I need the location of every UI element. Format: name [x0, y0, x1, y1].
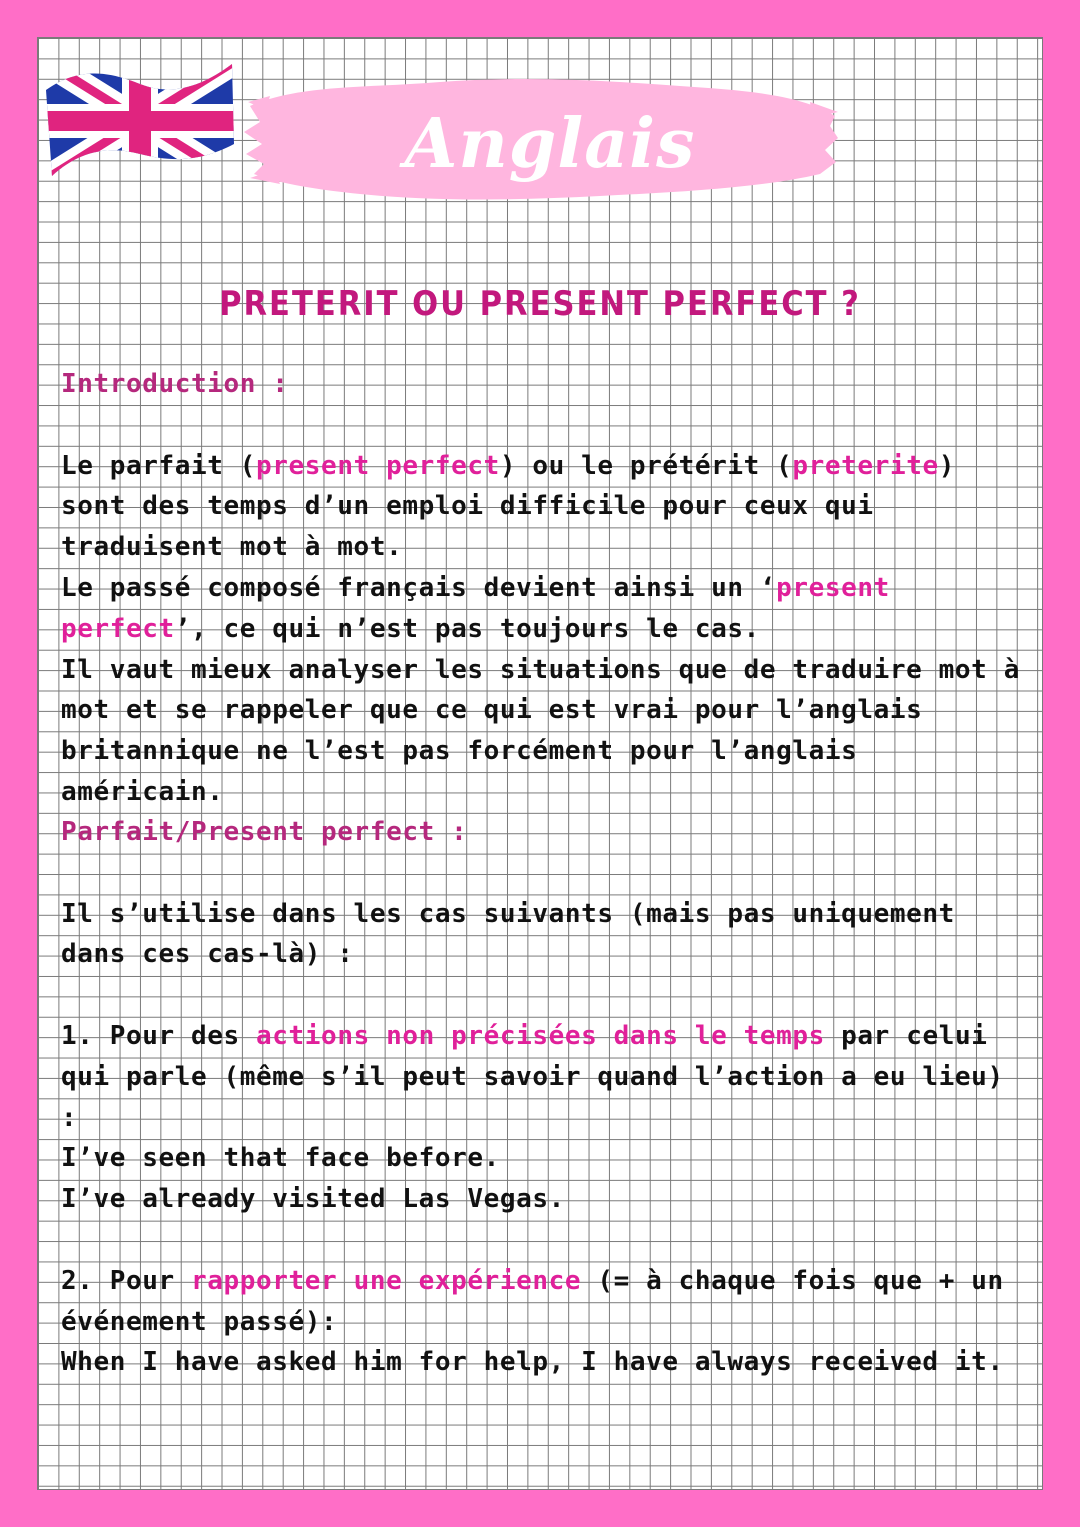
- term-present-perfect-2: present perfect: [61, 572, 890, 644]
- present-perfect-intro: Il s’utilise dans les cas suivants (mais pas uniquement dans ces cas-là) :: [61, 898, 955, 970]
- term-preterite: preterite: [792, 450, 939, 481]
- introduction-title: Introduction :: [61, 369, 289, 399]
- case-1-example-1: I’ve seen that face before.: [61, 1143, 500, 1174]
- intro-paragraph-1: Le parfait (present perfect) ou le prétérit (preterite) sont des temps d’un emploi difficile pour ceux qui traduisent mot à mot.: [61, 450, 955, 563]
- case-1: 1. Pour des actions non précisées dans le temps par celui qui parle (même s’il peut savoir quand l’action a eu lieu) :: [61, 1020, 1004, 1133]
- intro-paragraph-3: Il vaut mieux analyser les situations que de traduire mot à mot et se rappeler que ce qui est vrai pour l’anglais britannique ne l’est pas forcément pour l’anglais américain.: [61, 654, 1020, 807]
- present-perfect-title: Parfait/Present perfect :: [61, 817, 468, 847]
- intro-paragraph-2: Le passé composé français devient ainsi un ‘present perfect’, ce qui n’est pas toujours le cas.: [61, 572, 890, 644]
- introduction-section: [61, 364, 1031, 813]
- document-heading: PRETERIT OU PRESENT PERFECT ?: [219, 284, 861, 324]
- case-1-highlight: actions non précisées dans le temps: [256, 1020, 825, 1051]
- case-2-highlight: rapporter une expérience: [191, 1265, 582, 1296]
- page-title: Anglais: [404, 104, 696, 184]
- present-perfect-section: [61, 812, 1031, 1383]
- case-1-example-2: I’ve already visited Las Vegas.: [61, 1184, 565, 1215]
- term-present-perfect: present perfect: [256, 450, 500, 481]
- uk-flag-icon: [40, 58, 240, 183]
- case-2-example-1: When I have asked him for help, I have always received it.: [61, 1347, 1004, 1378]
- case-2: 2. Pour rapporter une expérience (= à chaque fois que + un événement passé):: [61, 1265, 1004, 1337]
